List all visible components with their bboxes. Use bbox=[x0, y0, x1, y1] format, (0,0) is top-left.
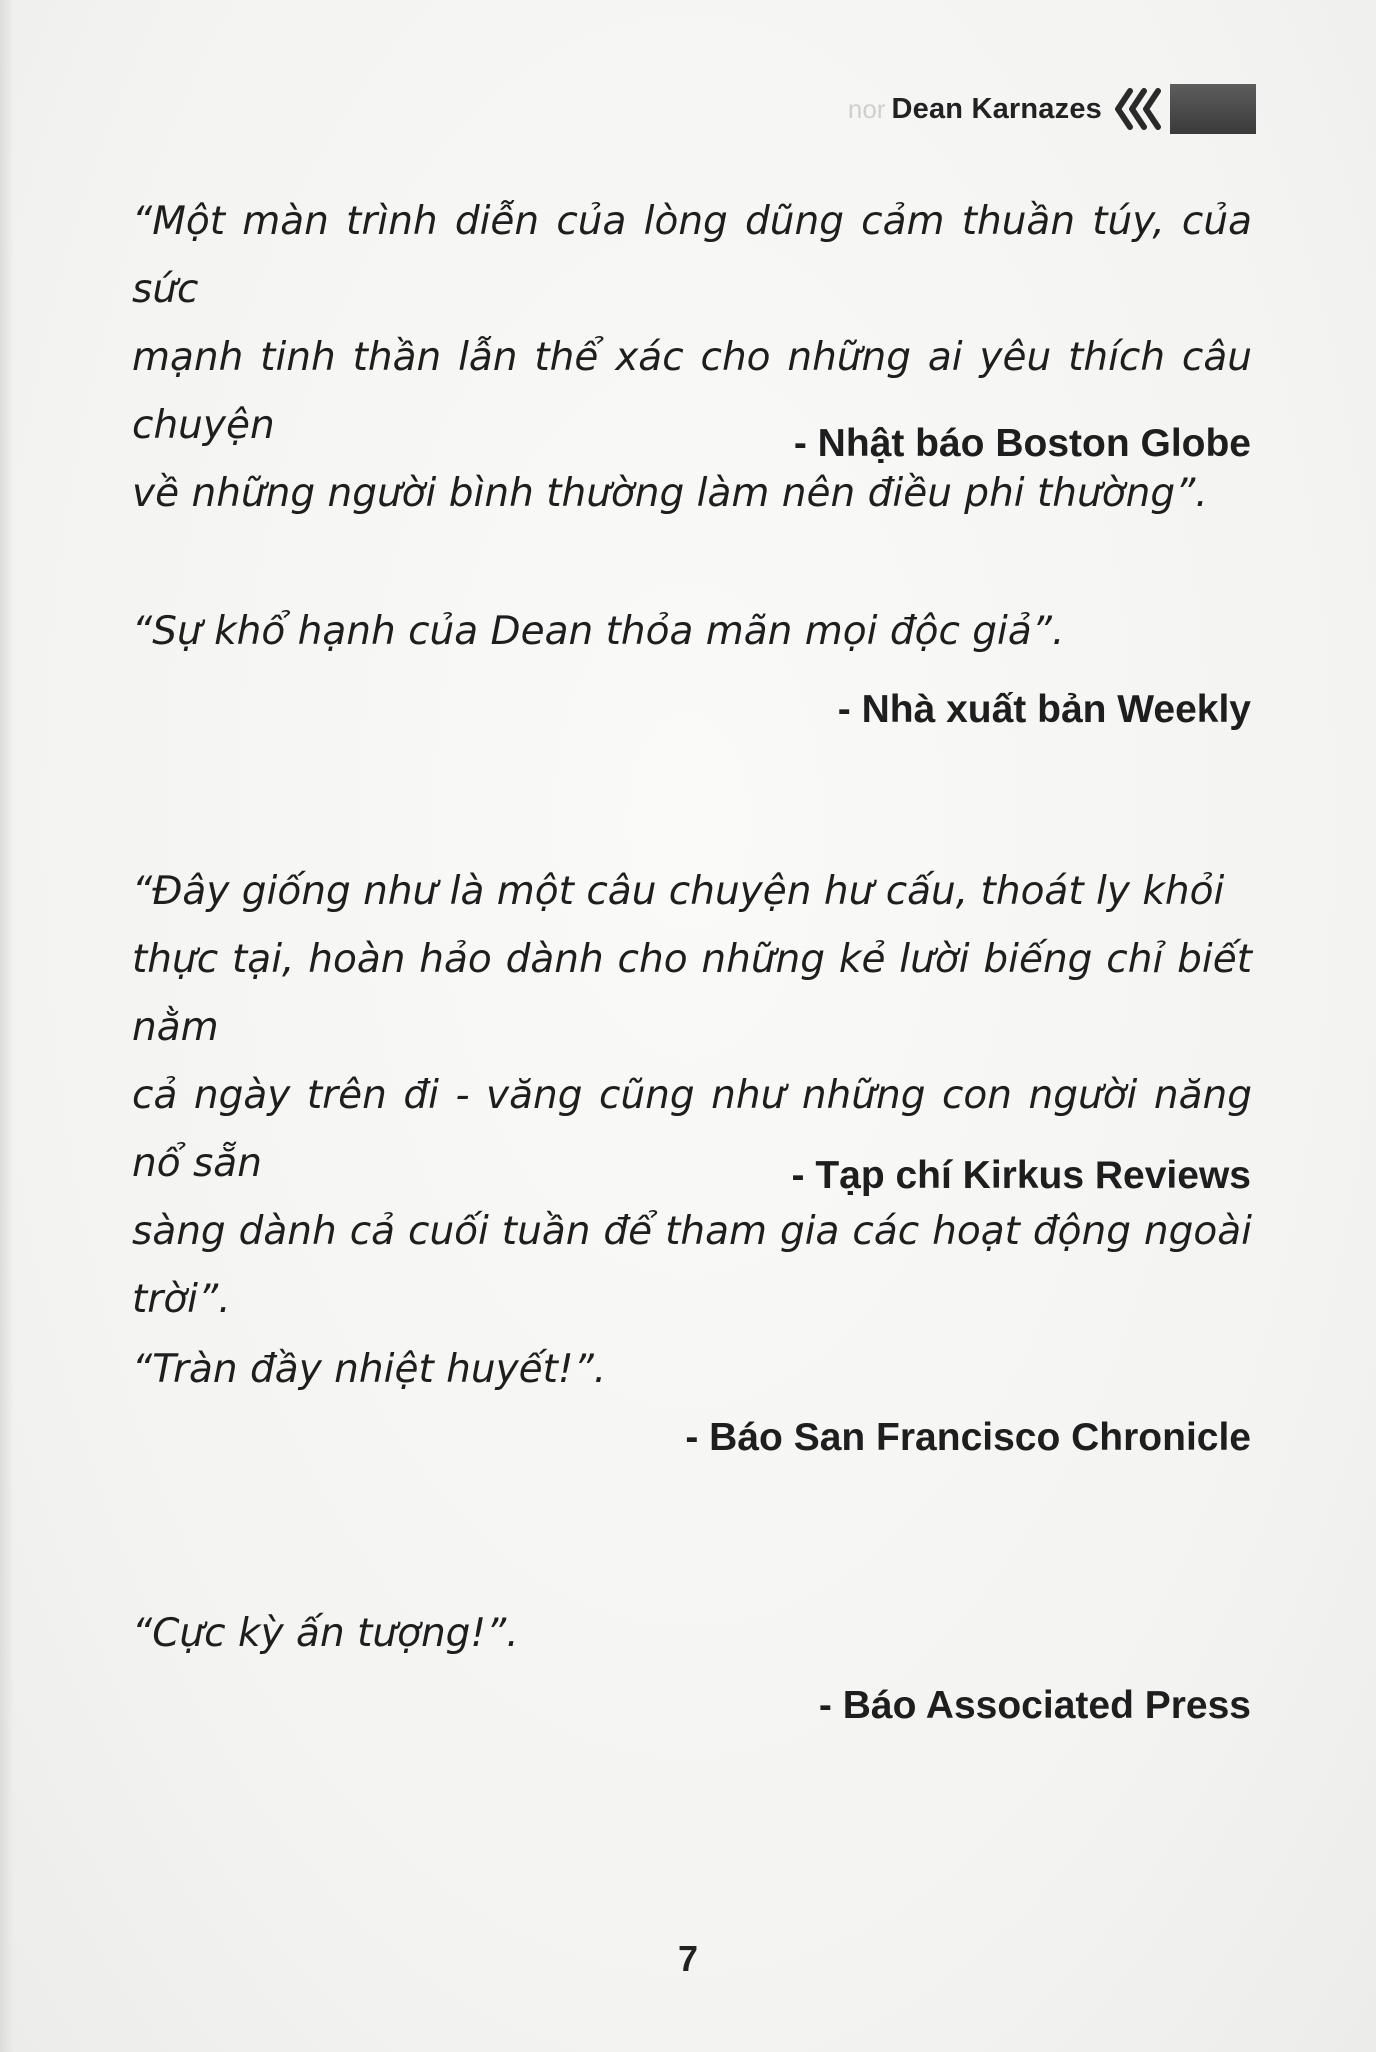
chevron-left-icon bbox=[1114, 85, 1166, 133]
quote-3 bbox=[132, 858, 1252, 1334]
page-number: 7 bbox=[677, 1938, 699, 1979]
quote-line: “Đây giống như là một câu chuyện hư cấu, thoát ly khỏi bbox=[132, 869, 1225, 914]
quote-line: sàng dành cả cuối tuần để tham gia các hoạt động ngoài trời”. bbox=[132, 1209, 1252, 1322]
running-header bbox=[848, 84, 1256, 134]
quote-line: “Sự khổ hạnh của Dean thỏa mãn mọi độc giả”. bbox=[132, 609, 1065, 654]
quote-source-3: - Tạp chí Kirkus Reviews bbox=[791, 1154, 1251, 1197]
quote-line: “Một màn trình diễn của lòng dũng cảm thuần túy, của sức bbox=[132, 199, 1252, 312]
page-gutter-shadow bbox=[0, 0, 14, 2052]
quote-line: cả ngày trên đi - văng cũng như những con người năng nổ sẵn bbox=[132, 1073, 1252, 1186]
quote-line: mạnh tinh thần lẫn thể xác cho những ai yêu thích câu chuyện bbox=[132, 335, 1252, 448]
quote-source-4: - Báo San Francisco Chronicle bbox=[685, 1416, 1251, 1459]
quote-source-1: - Nhật báo Boston Globe bbox=[793, 422, 1251, 465]
quote-line: thực tại, hoàn hảo dành cho những kẻ lười biếng chỉ biết nằm bbox=[132, 937, 1252, 1050]
quote-1 bbox=[132, 188, 1252, 528]
quote-line: về những người bình thường làm nên điều phi thường”. bbox=[132, 471, 1208, 516]
quote-2 bbox=[132, 598, 1252, 666]
quote-line: “Tràn đầy nhiệt huyết!”. bbox=[132, 1347, 607, 1392]
quote-source-2: - Nhà xuất bản Weekly bbox=[837, 688, 1251, 731]
quote-5 bbox=[132, 1600, 1252, 1668]
header-dark-block bbox=[1170, 84, 1256, 134]
header-author: Dean Karnazes bbox=[891, 92, 1102, 125]
quote-4 bbox=[132, 1336, 1252, 1404]
quote-source-5: - Báo Associated Press bbox=[818, 1684, 1251, 1727]
header-ghost-text: nor bbox=[847, 93, 886, 124]
quote-line: “Cực kỳ ấn tượng!”. bbox=[132, 1611, 519, 1656]
